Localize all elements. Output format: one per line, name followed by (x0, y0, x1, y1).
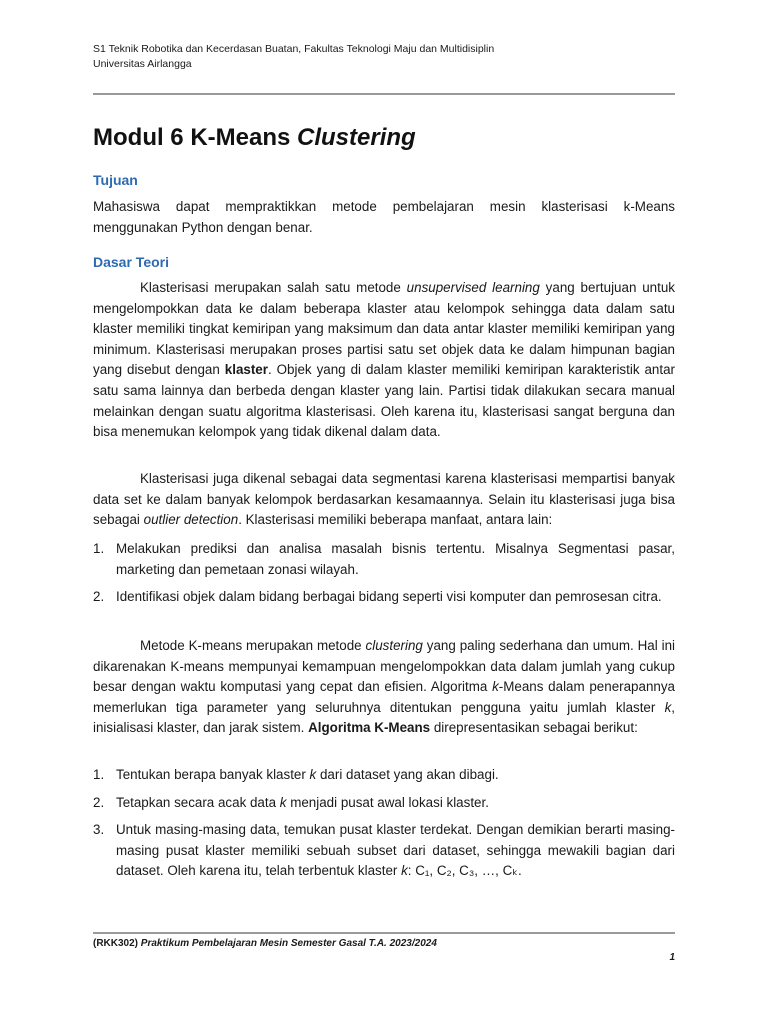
dasar-teori-paragraph-1: Klasterisasi merupakan salah satu metode unsupervised learning yang bertujuan untuk mengelompokkan data ke dalam beberapa klaster atau kelompok sehingga data dalam satu klaster memiliki tingkat kemiripan yang maksimum dan data antar klaster memiliki kemiripan yang minimum. Klasterisasi merupakan proses partisi satu set objek data ke dalam himpunan bagian yang disebut dengan klaster. Objek yang di dalam klaster memiliki kemiripan karakteristik antar satu sama lainnya dan berbeda dengan klaster yang lain. Partisi tidak dilakukan secara manual melainkan dengan suatu algoritma klasterisasi. Oleh karena itu, klasterisasi sangat berguna dan bisa menemukan kelompok yang tidak dikenal dalam data. (93, 280, 675, 440)
course-code: (RKK302) (93, 938, 139, 949)
footer-divider (93, 932, 675, 934)
tujuan-paragraph: Mahasiswa dapat mempraktikkan metode pembelajaran mesin klasterisasi k-Means menggunakan Python dengan benar. (93, 199, 675, 235)
dasar-teori-paragraph-3: Metode K-means merupakan metode clustering yang paling sederhana dan umum. Hal ini dikarenakan K-means mempunyai kemampuan mengelompokkan data dalam jumlah yang cukup besar dengan waktu komputasi yang cepat dan efisien. Algoritma k-Means dalam penerapannya memerlukan tiga parameter yang seluruhnya ditentukan pengguna yaitu jumlah klaster k, inisialisasi klaster, dan jarak sistem. Algoritma K-Means direpresentasikan sebagai berikut: (93, 638, 675, 736)
page-footer (93, 938, 437, 949)
title-emphasis: Clustering (297, 124, 416, 151)
algorithm-steps-list (93, 765, 675, 882)
dasar-teori-paragraph-2: Klasterisasi juga dikenal sebagai data segmentasi karena klasterisasi mempartisi banyak data set ke dalam banyak kelompok berdasarkan kesamaannya. Selain itu klasterisasi juga bisa sebagai outlier detection. Klasterisasi memiliki beberapa manfaat, antara lain: (93, 471, 675, 528)
section-heading-dasar-teori: Dasar Teori (93, 254, 169, 270)
list-item: 1. Melakukan prediksi dan analisa masalah bisnis tertentu. Misalnya Segmentasi pasar, marketing dan pemetaan zonasi wilayah. (93, 541, 675, 577)
list-item: 1. Tentukan berapa banyak klaster k dari dataset yang akan dibagi. (93, 767, 499, 782)
benefits-list (93, 539, 675, 608)
header-divider (93, 93, 675, 95)
footer-course-title: Praktikum Pembelajaran Mesin Semester Gasal T.A. 2023/2024 (138, 938, 437, 949)
list-item: 3. Untuk masing-masing data, temukan pusat klaster terdekat. Dengan demikian berarti masing-masing pusat klaster memiliki sebuah subset dari dataset, sehingga mewakili bagian dari dataset. Oleh karena itu, telah terbentuk klaster k: C₁, C₂, C₃, …, Cₖ. (93, 822, 675, 879)
page-title: Modul 6 K-Means Clustering (93, 124, 416, 151)
page-header (93, 42, 494, 72)
header-university: Universitas Airlangga (93, 58, 192, 70)
list-item: 2. Tetapkan secara acak data k menjadi pusat awal lokasi klaster. (93, 794, 489, 810)
header-faculty: S1 Teknik Robotika dan Kecerdasan Buatan, Fakultas Teknologi Maju dan Multidisiplin (93, 43, 495, 55)
section-heading-tujuan: Tujuan (93, 172, 138, 188)
page-number: 1 (669, 952, 675, 963)
list-item: 2. Identifikasi objek dalam bidang berbagai bidang seperti visi komputer dan pemrosesan citra. (93, 589, 662, 605)
